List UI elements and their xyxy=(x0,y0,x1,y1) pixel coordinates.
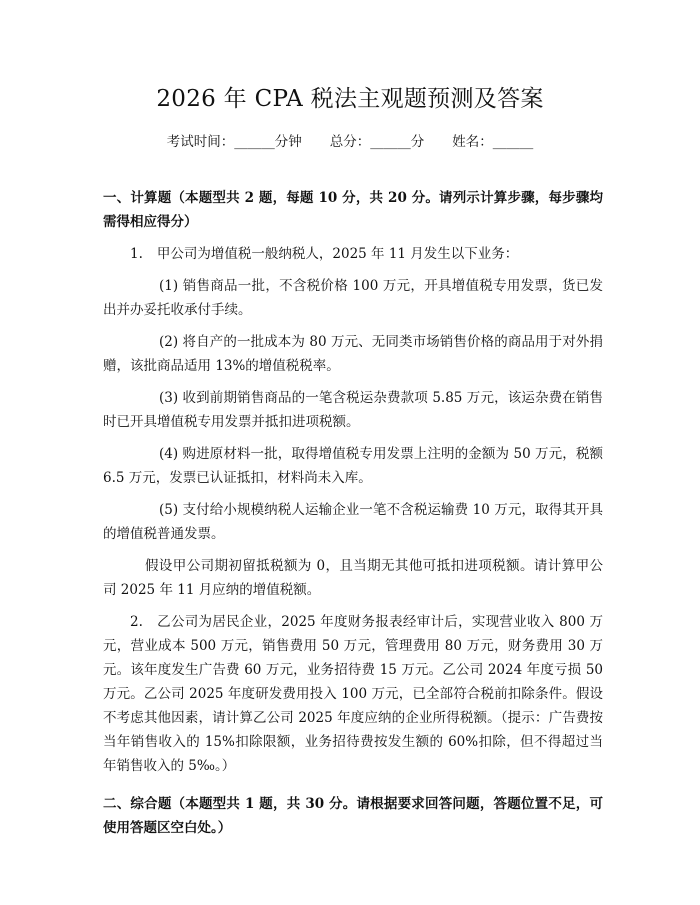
section-heading-comprehensive: 二、综合题（本题型共 1 题，共 30 分。请根据要求回答问题，答题位置不足，可使用答题区空白处。） xyxy=(103,796,603,836)
question-1-text: 甲公司为增值税一般纳税人，2025 年 11 月发生以下业务： xyxy=(156,246,519,262)
question-1-item-5: (5) 支付给小规模纳税人运输企业一笔不含税运输费 10 万元，取得其开具的增值税普通发票。 xyxy=(103,502,603,542)
question-1-item-4: (4) 购进原材料一批，取得增值税专用发票上注明的金额为 50 万元，税额 6.5 万元，发票已认证抵扣，材料尚未入库。 xyxy=(103,446,603,486)
question-1-stem xyxy=(103,242,603,266)
question-2-text: 乙公司为居民企业，2025 年度财务报表经审计后，实现营业收入 800 万元，营业成本 500 万元，销售费用 50 万元，管理费用 80 万元，财务费用 30 万元。该年度发生广告费 60 万元，业务招待费 15 万元。乙公司 2024 年度亏损 50 万元。乙公司 2025 年度研发费用投入 100 万元，已全部符合税前扣除条件。假设不考虑其他因素，请计算乙公司 2025 年度应纳的企业所得税额。（提示：广告费按当年销售收入的 15%扣除限额，业务招待费按发生额的 60%扣除，但不得超过当年销售收入的 5‰。） xyxy=(103,614,603,774)
question-1-item-1: (1) 销售商品一批，不含税价格 100 万元，开具增值税专用发票，货已发出并办妥托收承付手续。 xyxy=(103,278,603,318)
page-title: 2026 年 CPA 税法主观题预测及答案 xyxy=(156,86,544,112)
section-heading-calculation: 一、计算题（本题型共 2 题，每题 10 分，共 20 分。请列示计算步骤，每步骤均需得相应得分） xyxy=(103,190,603,230)
question-2-number: 2. xyxy=(130,614,143,630)
total-score-label: 总分：______分 xyxy=(329,134,425,150)
question-1-ask: 假设甲公司期初留抵税额为 0，且当期无其他可抵扣进项税额。请计算甲公司 2025 年 11 月应纳的增值税额。 xyxy=(103,558,603,598)
name-label: 姓名：______ xyxy=(452,134,534,150)
question-1-item-2: (2) 将自产的一批成本为 80 万元、无同类市场销售价格的商品用于对外捐赠，该批商品适用 13%的增值税税率。 xyxy=(103,334,603,374)
question-2 xyxy=(103,610,603,778)
exam-content xyxy=(103,186,603,840)
question-1-number: 1. xyxy=(130,246,143,262)
exam-time-label: 考试时间：______分钟 xyxy=(166,134,302,150)
exam-info-line xyxy=(0,132,700,152)
question-1-item-3: (3) 收到前期销售商品的一笔含税运杂费款项 5.85 万元，该运杂费在销售时已开具增值税专用发票并抵扣进项税额。 xyxy=(103,390,603,430)
